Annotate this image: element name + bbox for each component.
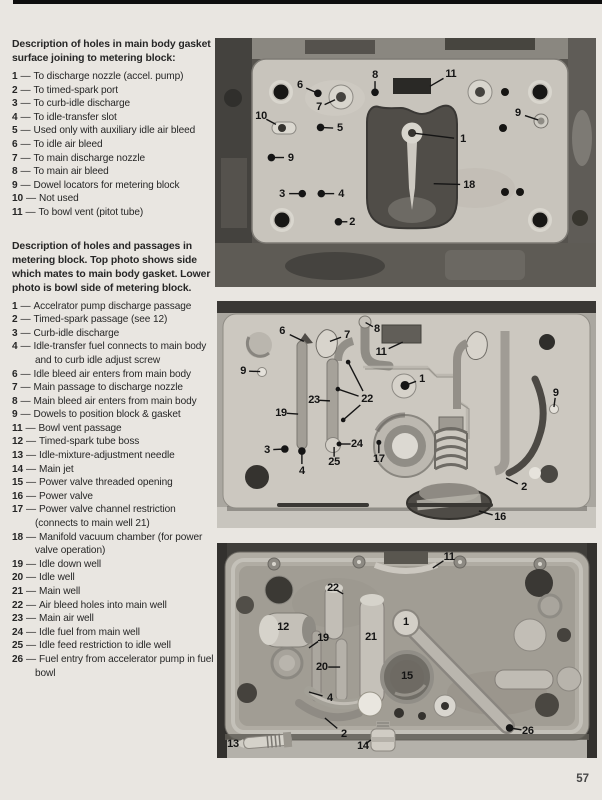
item-separator: — (20, 98, 31, 110)
callout-label: 13 (227, 738, 239, 751)
item-text: Idle fuel from main well (39, 626, 140, 638)
list-item (12, 84, 218, 98)
item-number: 15 (12, 477, 24, 489)
item-text: To curb-idle discharge (33, 98, 131, 110)
item-separator: — (20, 125, 31, 137)
item-text: To discharge nozzle (accel. pump) (33, 71, 184, 82)
item-number: 8 (12, 166, 18, 178)
item-text: To idle-transfer slot (33, 111, 117, 123)
section-metering-block (12, 240, 218, 681)
callout-label: 15 (401, 670, 413, 683)
item-number: 2 (12, 314, 18, 326)
item-number: 4 (12, 341, 18, 353)
callout-label: 9 (240, 364, 247, 377)
callout-label: 26 (522, 724, 534, 737)
item-text: Idle well (39, 572, 75, 584)
list-item (12, 111, 218, 125)
photo-main-body-gasket (215, 38, 596, 287)
item-number: 9 (12, 409, 18, 421)
item-number: 25 (12, 640, 24, 652)
item-number: 11 (12, 422, 23, 434)
list-item (12, 124, 218, 138)
list-item (12, 340, 218, 367)
item-separator: — (20, 341, 31, 353)
item-text: To bowl vent (pitot tube) (38, 206, 144, 218)
item-separator: — (20, 179, 31, 191)
list-item (12, 422, 218, 436)
item-separator: — (20, 300, 31, 312)
item-text: Not used (39, 193, 79, 205)
list-item (12, 206, 218, 220)
callout-label: 2 (349, 215, 356, 228)
callout-label: 9 (514, 107, 521, 120)
item-separator: — (26, 490, 37, 502)
callout-label: 23 (308, 393, 320, 406)
list-item (12, 70, 218, 84)
callout-label: 1 (402, 615, 409, 628)
item-separator: — (20, 368, 31, 380)
callout-label: 1 (460, 133, 466, 146)
callout-label: 1 (419, 373, 425, 386)
item-separator: — (26, 193, 37, 205)
item-text: To main discharge nozzle (33, 152, 146, 164)
list-item (12, 97, 218, 111)
item-separator: — (20, 138, 31, 150)
item-number: 24 (12, 626, 24, 638)
callout-label: 11 (443, 550, 455, 563)
item-text: Fuel entry from accelerator pump in fuel bowl (35, 653, 214, 679)
list-item (12, 368, 218, 382)
item-text: Manifold vacuum chamber (for power valve operation) (35, 531, 203, 557)
item-separator: — (20, 111, 31, 123)
caption-column (12, 38, 218, 680)
item-text: Main well (39, 586, 81, 597)
list-item (12, 558, 218, 572)
callout-label: 22 (327, 581, 339, 594)
callout-label: 5 (337, 122, 343, 135)
item-number: 14 (12, 463, 24, 475)
item-text: Idle-transfer fuel connects to main body and to curb idle adjust screw (33, 341, 207, 366)
item-separator: — (20, 327, 31, 339)
callout-label: 8 (372, 69, 378, 82)
item-text: Main passage to discharge nozzle (33, 382, 183, 394)
item-number: 20 (12, 572, 24, 584)
list-item (12, 653, 218, 680)
item-separator: — (26, 626, 37, 638)
callout-lines (217, 301, 596, 528)
item-number: 3 (12, 98, 18, 110)
callout-lines (215, 38, 596, 287)
item-text: Power valve threaded opening (39, 477, 173, 489)
item-separator: — (26, 463, 37, 475)
item-text: Main air well (39, 613, 94, 625)
callout-label: 3 (264, 443, 270, 456)
callout-label: 7 (316, 101, 322, 114)
section-heading: Description of holes and passages in metering block. Top photo shows side which mates to main body gasket. Lower photo is bowl side of metering block. (12, 240, 211, 294)
item-number: 3 (12, 327, 18, 339)
callout-label: 2 (521, 480, 527, 493)
callout-label: 21 (365, 630, 377, 643)
item-separator: — (25, 422, 36, 434)
item-text: To timed-spark port (33, 84, 119, 96)
list-item (12, 503, 218, 530)
callout-label: 10 (255, 110, 267, 123)
item-text: Timed-spark passage (see 12) (33, 314, 168, 326)
item-separator: — (26, 640, 37, 652)
section-heading: Description of holes in main body gasket surface joining to metering block: (12, 39, 211, 64)
callout-label: 18 (463, 178, 475, 191)
item-number: 10 (12, 193, 24, 205)
item-number: 17 (12, 504, 24, 516)
callout-label: 4 (338, 187, 345, 200)
list-item (12, 435, 218, 449)
list-item (12, 165, 218, 179)
callout-layer (217, 543, 597, 758)
item-text: Idle-mixture-adjustment needle (39, 450, 175, 462)
item-text: Curb-idle discharge (33, 327, 120, 339)
callout-label: 24 (351, 438, 363, 450)
callout-label: 9 (552, 386, 559, 399)
item-separator: — (20, 84, 31, 96)
item-separator: — (20, 71, 31, 82)
callout-label: 9 (287, 151, 294, 164)
list-item (12, 327, 218, 341)
item-separator: — (20, 395, 31, 407)
list-item (12, 381, 218, 395)
item-number: 26 (12, 653, 24, 665)
item-separator: — (20, 409, 31, 421)
item-number: 8 (12, 395, 18, 407)
section-main-body-gasket (12, 38, 218, 220)
callout-label: 7 (344, 329, 350, 342)
list-item (12, 138, 218, 152)
callout-label: 17 (373, 452, 385, 465)
callout-label: 19 (317, 632, 329, 645)
item-separator: — (20, 166, 31, 178)
item-number: 11 (12, 206, 23, 218)
list-item (12, 599, 218, 613)
item-separator: — (20, 314, 31, 326)
list-item (12, 626, 218, 640)
list-item (12, 179, 218, 193)
item-number: 9 (12, 179, 18, 191)
item-separator: — (26, 613, 37, 625)
item-separator: — (26, 558, 37, 570)
item-number: 1 (12, 71, 18, 82)
photo-metering-block-gasket-side (217, 301, 596, 528)
list-item (12, 531, 218, 558)
list-item (12, 639, 218, 653)
item-text: Air bleed holes into main well (39, 599, 167, 611)
item-number: 7 (12, 382, 18, 394)
list-item (12, 571, 218, 585)
list-item (12, 449, 218, 463)
metering-block-list (12, 300, 218, 681)
item-separator: — (25, 206, 36, 218)
item-number: 1 (12, 300, 18, 312)
item-text: Idle down well (39, 558, 102, 570)
item-separator: — (20, 152, 31, 164)
item-text: Power valve (39, 490, 93, 502)
item-separator: — (26, 477, 37, 489)
item-number: 7 (12, 152, 18, 164)
item-separator: — (26, 599, 37, 611)
callout-label: 3 (279, 187, 285, 200)
callout-layer (217, 301, 596, 528)
item-text: Dowels to position block & gasket (33, 409, 181, 421)
callout-label: 25 (328, 455, 340, 468)
page-top-rule (13, 0, 602, 4)
item-text: Bowl vent passage (38, 422, 122, 434)
list-item (12, 585, 218, 599)
item-text: Main bleed air enters from main body (33, 395, 197, 407)
callout-label: 11 (375, 346, 387, 359)
item-separator: — (26, 653, 37, 665)
item-number: 19 (12, 558, 24, 570)
item-text: Power valve channel restriction (connects to main well 21) (35, 504, 176, 530)
item-text: Idle bleed air enters from main body (33, 368, 191, 380)
item-text: To main air bleed (33, 166, 109, 178)
list-item (12, 490, 218, 504)
list-item (12, 612, 218, 626)
list-item (12, 313, 218, 327)
item-number: 22 (12, 599, 24, 611)
callout-label: 4 (298, 465, 305, 478)
gasket-hole-list (12, 70, 218, 220)
callout-label: 2 (340, 727, 347, 740)
callout-label: 8 (374, 322, 380, 335)
item-number: 6 (12, 368, 18, 380)
callout-label: 16 (494, 511, 506, 524)
list-item (12, 152, 218, 166)
list-item (12, 476, 218, 490)
item-text: Accelrator pump discharge passage (33, 300, 192, 312)
item-separator: — (26, 436, 37, 448)
callout-label: 14 (357, 739, 369, 752)
list-item (12, 463, 218, 477)
item-text: To idle air bleed (33, 138, 103, 150)
list-item (12, 408, 218, 422)
callout-label: 4 (326, 692, 333, 704)
callout-label: 19 (275, 406, 287, 419)
item-separator: — (26, 586, 37, 597)
item-separator: — (26, 504, 37, 516)
item-number: 18 (12, 531, 24, 543)
item-separator: — (26, 572, 37, 584)
item-text: Timed-spark tube boss (39, 436, 140, 448)
item-separator: — (20, 382, 31, 394)
item-text: Main jet (39, 463, 74, 475)
callout-label: 6 (279, 324, 286, 337)
callout-label: 22 (361, 393, 373, 406)
callout-lines (217, 543, 597, 758)
item-number: 23 (12, 613, 24, 625)
item-number: 6 (12, 138, 18, 150)
item-number: 16 (12, 490, 24, 502)
item-number: 4 (12, 111, 18, 123)
callout-label: 20 (316, 661, 328, 674)
item-separator: — (26, 450, 37, 462)
callout-label: 11 (445, 68, 457, 81)
callout-label: 6 (297, 79, 303, 92)
item-number: 13 (12, 450, 24, 462)
item-number: 21 (12, 586, 24, 597)
item-number: 12 (12, 436, 24, 448)
item-number: 5 (12, 125, 18, 137)
list-item (12, 192, 218, 206)
callout-layer (215, 38, 596, 287)
item-separator: — (26, 531, 37, 543)
list-item (12, 395, 218, 409)
item-text: Idle feed restriction to idle well (39, 640, 171, 652)
list-item (12, 300, 218, 314)
callout-label: 12 (277, 621, 289, 634)
photo-metering-block-bowl-side (217, 543, 597, 758)
item-text: Dowel locators for metering block (33, 179, 180, 191)
item-number: 2 (12, 84, 18, 96)
page-number: 57 (576, 773, 589, 785)
item-text: Used only with auxiliary idle air bleed (33, 125, 196, 137)
